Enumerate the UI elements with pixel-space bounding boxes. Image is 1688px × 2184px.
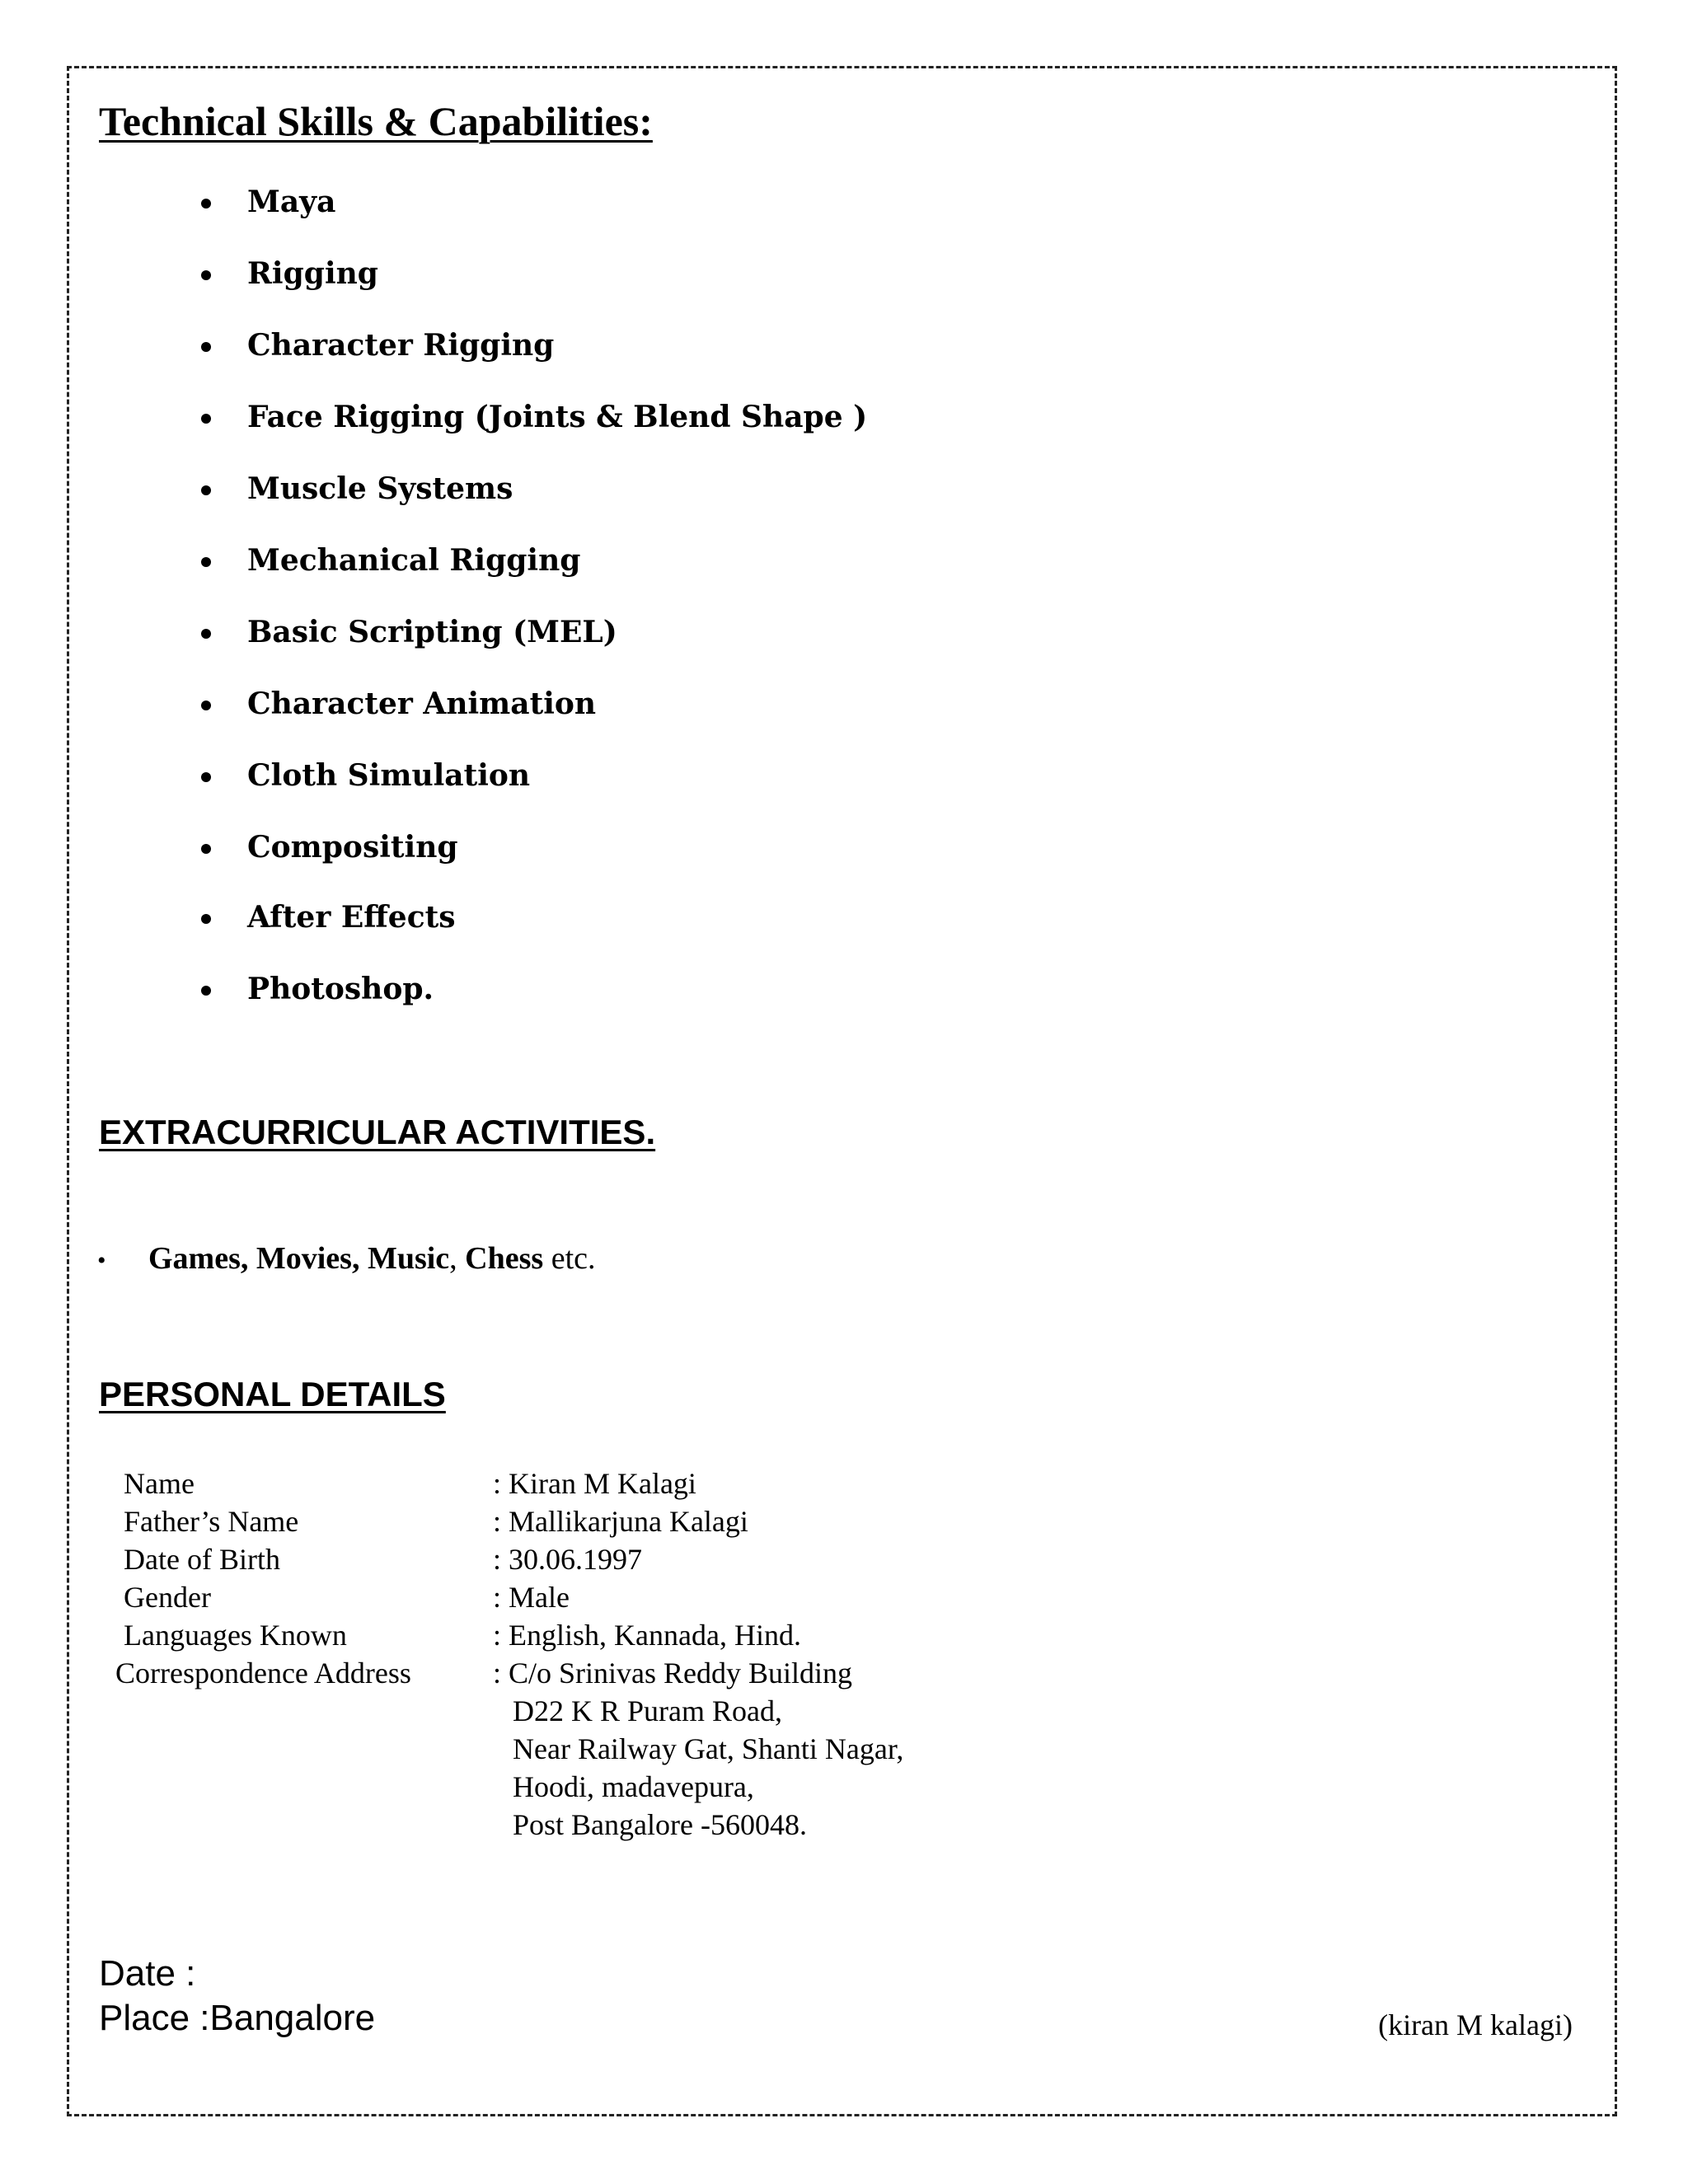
date-label: Date : — [99, 1953, 196, 1994]
extracurricular-line — [97, 1240, 596, 1277]
detail-label: Father’s Name — [124, 1505, 299, 1538]
separator: , — [449, 1241, 457, 1276]
activity-chess: Chess — [465, 1241, 544, 1276]
detail-label: Gender — [124, 1581, 211, 1614]
skills-title: Technical Skills & Capabilities: — [99, 98, 653, 144]
activity-music: Music — [367, 1241, 450, 1276]
detail-value: : 30.06.1997 — [493, 1543, 643, 1576]
skill-item: Photoshop. — [247, 972, 434, 1006]
address-line: Near Railway Gat, Shanti Nagar, — [513, 1732, 904, 1765]
address-line: Post Bangalore -560048. — [513, 1808, 807, 1841]
skill-item: Basic Scripting (MEL) — [247, 615, 617, 649]
address-line: Hoodi, madavepura, — [513, 1770, 754, 1803]
activity-movies: Movies, — [256, 1241, 360, 1276]
page-border — [67, 66, 1617, 2116]
detail-label: Name — [124, 1467, 195, 1500]
detail-label: Correspondence Address — [115, 1657, 411, 1690]
skill-item: Character Animation — [247, 687, 597, 721]
detail-value: : Kiran M Kalagi — [493, 1467, 696, 1500]
detail-label: Languages Known — [124, 1619, 347, 1652]
place-label: Place :Bangalore — [99, 1998, 376, 2038]
skill-item: Mechanical Rigging — [247, 543, 581, 578]
activity-games: Games, — [148, 1241, 249, 1276]
signature-name: (kiran M kalagi) — [1378, 2008, 1573, 2041]
skill-item: Cloth Simulation — [247, 758, 531, 793]
skill-item: Face Rigging (Joints & Blend Shape ) — [247, 400, 868, 434]
detail-value: : C/o Srinivas Reddy Building — [493, 1657, 853, 1690]
skill-item: After Effects — [247, 900, 456, 935]
detail-value: : Mallikarjuna Kalagi — [493, 1505, 748, 1538]
detail-value: : English, Kannada, Hind. — [493, 1619, 801, 1652]
detail-label: Date of Birth — [124, 1543, 280, 1576]
skill-item: Muscle Systems — [247, 471, 513, 506]
personal-details-title: PERSONAL DETAILS — [99, 1375, 446, 1413]
skill-item: Maya — [247, 185, 336, 219]
skill-item: Compositing — [247, 830, 458, 865]
skill-item: Character Rigging — [247, 328, 555, 363]
address-line: D22 K R Puram Road, — [513, 1694, 782, 1727]
activity-etc: etc. — [551, 1241, 596, 1276]
detail-value: : Male — [493, 1581, 570, 1614]
bullet: • — [97, 1247, 106, 1274]
extracurricular-title: EXTRACURRICULAR ACTIVITIES. — [99, 1113, 656, 1151]
skill-item: Rigging — [247, 256, 378, 291]
